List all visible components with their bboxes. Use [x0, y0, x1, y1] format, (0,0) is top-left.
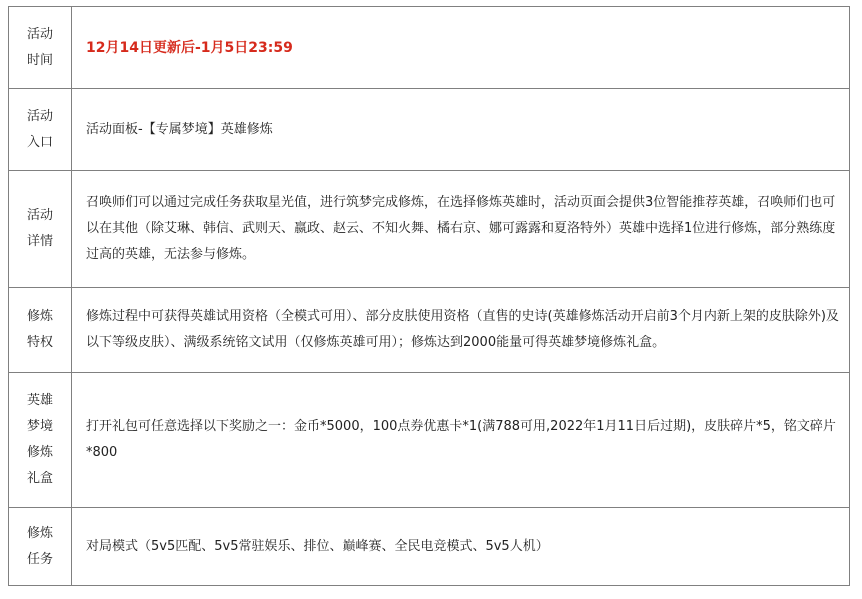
- event-info-table: [8, 6, 850, 586]
- label-line: 英雄: [26, 393, 53, 408]
- label-line: 详情: [26, 234, 53, 249]
- training-privileges-text: 修炼过程中可获得英雄试用资格（全模式可用）、部分皮肤使用资格（直售的史诗(英雄修炼活动开启前3个月内新上架的皮肤除外)及以下等级皮肤）、满级系统铭文试用（仅修炼英雄可用）；修炼达到2000能量可得英雄梦境修炼礼盒。: [86, 309, 839, 350]
- label-line: 梦境: [26, 419, 53, 434]
- row-content: [72, 171, 849, 287]
- label-line: 入口: [26, 134, 53, 150]
- table-row-event-time: [9, 7, 849, 88]
- table-row-event-entry: [9, 88, 849, 170]
- event-time-text: 12月14日更新后-1月5日23:59: [86, 39, 293, 56]
- row-label: [9, 373, 72, 507]
- row-content: [72, 7, 849, 88]
- event-entry-text: 活动面板-【专属梦境】英雄修炼: [86, 121, 273, 137]
- row-label: [9, 288, 72, 372]
- label-line: 修炼: [26, 309, 53, 324]
- label-line: 时间: [26, 52, 53, 68]
- row-label: [9, 7, 72, 88]
- row-label: [9, 89, 72, 170]
- gift-box-text: 打开礼包可任意选择以下奖励之一：金币*5000，100点券优惠卡*1(满788可用,2022年1月11日后过期)，皮肤碎片*5，铭文碎片*800: [86, 419, 836, 460]
- row-content: [72, 508, 849, 585]
- table-row-training-tasks: [9, 507, 849, 585]
- label-line: 特权: [26, 335, 53, 350]
- event-details-text: 召唤师们可以通过完成任务获取星光值，进行筑梦完成修炼，在选择修炼英雄时，活动页面会提供3位智能推荐英雄，召唤师们也可以在其他（除艾琳、韩信、武则天、嬴政、赵云、不知火舞、橘右京、娜可露露和夏洛特外）英雄中选择1位进行修炼，部分熟练度过高的英雄，无法参与修炼。: [86, 195, 836, 262]
- training-tasks-text: 对局模式（5v5匹配、5v5常驻娱乐、排位、巅峰赛、全民电竞模式、5v5人机）: [86, 538, 549, 554]
- row-label: [9, 508, 72, 585]
- label-line: 活动: [26, 208, 53, 223]
- table-row-event-details: [9, 170, 849, 287]
- label-line: 活动: [26, 26, 53, 42]
- row-content: [72, 89, 849, 170]
- table-row-training-privileges: [9, 287, 849, 372]
- row-content: [72, 288, 849, 372]
- label-line: 活动: [26, 108, 53, 124]
- row-content: [72, 373, 849, 507]
- label-line: 修炼: [26, 445, 53, 460]
- row-label: [9, 171, 72, 287]
- label-line: 礼盒: [26, 471, 53, 486]
- label-line: 任务: [26, 551, 53, 567]
- label-line: 修炼: [26, 525, 53, 541]
- table-row-gift-box: [9, 372, 849, 507]
